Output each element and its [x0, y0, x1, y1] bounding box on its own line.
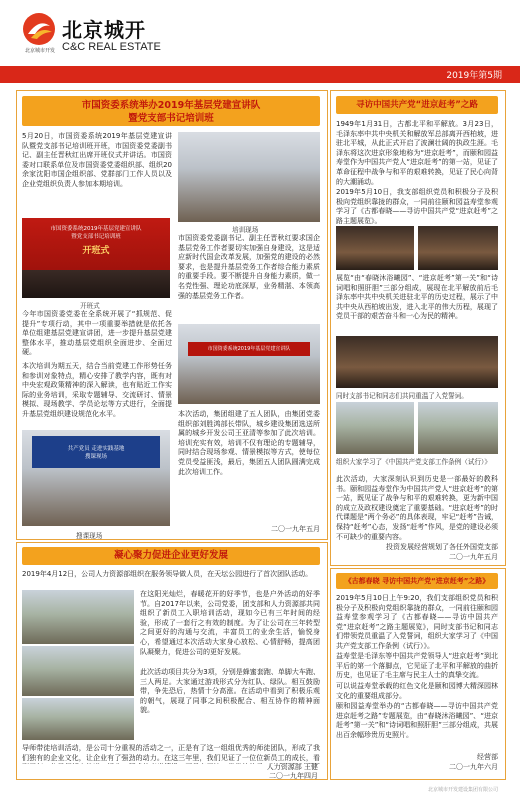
article-teambuilding-title: 凝心聚力促进企业更好发展 — [22, 547, 320, 565]
teambuilding-para-4: 导师带徒培训活动，是公司十分重视的活动之一，正是有了这一组组优秀的师徒团队，形成了我们独有的企业文化，让企业有了强劲的动力。在这三年里，我们见证了一位位新员工的成长，看 — [22, 744, 320, 762]
masthead — [0, 0, 520, 62]
photo-team-3 — [22, 698, 134, 740]
photo-visit-4 — [418, 402, 498, 454]
training-intro: 5月20日，市国资委系统2019年基层党建宣讲队暨党支部书记培训班开班，市国资委党委副书记、副主任晋秋红出席开班仪式并讲话。市国资委对口联系单位及市国资委党委组织部、组织20余家沈阳市国企组织部、党群部门工作人员以及企业党组织负责人参加本期培训。 — [22, 132, 172, 188]
exhibition-date: 二〇一九年六月 — [449, 763, 498, 771]
exhibition-para-4: 颐和园益寿堂举办的“古都春晓——寻访中国共产党进京赶考之路”专题展览，由“春晓沐浴曦园”、“进京赶考”第一关”和“诗词唱和照肝胆”三部分组成，共展出百余幅珍贵历史照片。 — [336, 702, 498, 739]
teambuilding-signature: 人力资源部 王健 — [266, 763, 318, 771]
training-date: 二〇一九年五月 — [271, 525, 320, 533]
exhibition-para-2: 益寿堂是毛泽东等中国共产党领导人“进京赶考”到北平后的第一个落脚点，它见证了北平和平解放的曲折历史，也见证了毛主席与民主人士的真挚交流。 — [336, 652, 498, 680]
photo-oath — [336, 336, 498, 388]
brand-name-cn: 北京城开 — [62, 18, 146, 42]
teambuilding-intro: 2019年4月12日，公司人力资源部组织在服务领导做人员，在天坛公园进行了首次团队活动。 — [22, 570, 313, 578]
visit-para-4: 此次活动，大家深刻认识到历史是一部最好的教科书。颐和园益寿堂作为中国共产党人“进京赶考”的第一站，既见证了战争与和平的艰难转换，更为新中国的成立及政权建设奠定了重要基础。“进京赶考”的时代课题是“两个务必”的具体表现，牢记“赶考”告诫，保持“赶考”心态，发扬“赶考”作风，是党的建设必须不可缺少的重要内容。 — [336, 475, 498, 541]
article-exhibition-title: 《古都春晓 寻访中国共产党“进京赶考”之路》 — [336, 573, 498, 589]
training-para-3: 本次培训为期五天，结合当前党建工作形势任务和参训对象特点，精心安排了教学内容，既有对中央宏观政策精神的深入解读，也有贴近工作实际的业务培训，采取专题辅导、交流研讨、情景模拟、现场教学、学员论坛等方式进行，全面提升基层党组织建设规范化水平。 — [22, 362, 172, 418]
visit-para-1: 1949年1月31日，古都北平和平解放。3月23日，毛泽东率中共中央机关和解放军总部离开西柏坡，进驻北平城，从此正式开启了波澜壮阔的执政生涯。毛泽东将这次进京形象地称为“进京赶考”，而颐和园益寿堂作为中国共产党人“进京赶考”的第一站，见证了革命征程中战争与和平的艰难转换，见证了民心向背的大潮涌动。 — [336, 120, 498, 186]
photo-opening-ceremony: 市国资委系统2019年基层党建宣讲队 暨党支部书记培训班 开班式 — [22, 218, 170, 298]
company-logo-icon — [22, 12, 56, 46]
caption-training: 培训现场 — [232, 226, 259, 234]
brand-name-en: C&C REAL ESTATE — [62, 41, 161, 53]
training-para-5: 本次活动，集团组建了五人团队，由集团党委组织部刘胜鸿部长带队，城乡建设集团选送所属的城乡开发公司王亚清等参加了此次培训。培训充实有效，培训不仅有理论的专题辅导，同时结合现场参观、情景模拟等方式，使每位党员受益匪浅，最后，集团五人团队圆满完成此次培训工作。 — [178, 410, 320, 476]
visit-date: 二〇一九年五月 — [449, 553, 498, 561]
caption-study: 组织大家学习了《中国共产党支部工作条例（试行）》 — [336, 458, 491, 466]
visit-signature: 投资发展经营规划了各任外国党支部 — [386, 543, 498, 551]
article-visit-title: 寻访中国共产党“进京赶考”之路 — [336, 96, 498, 114]
article-training-title: 市国资委系统举办2019年基层党建宣讲队 暨党支部书记培训班 — [22, 96, 320, 126]
teambuilding-date: 二〇一九年四月 — [269, 772, 318, 780]
teambuilding-para-3: 此次活动项目共分为3项，分别是蜂蜜套跑、单脚大车跑、三人两足。大家通过游戏形式分为红队、绿队。相互鼓励带，争先恐后，热情十分高涨。在活动中看到了积极乐观的朝气，展现了同事之间积极配合、相互协作的精神面貌。 — [140, 668, 320, 715]
photo-site-visit: 共产党员 走进实践基地 搜课现场 — [22, 430, 170, 526]
training-para-4: 市国资委党委副书记、副主任晋秋红要求国企基层党务工作者要切实加强自身建设，这是适应新时代国企改革发展，加强党的建设的必然要求，也是提升基层党务工作者综合能力素质的重要手段。要不断提升自身能力素质，做一名党性强、理论功底深厚，业务精湛、本领高强的基层党务工作者。 — [178, 234, 320, 300]
visit-para-3: 展览“由“春晓沐浴曦园”、“进京赶考”第一关”和“诗词唱和照肝胆”三部分组成，展现在北平解放前后毛泽东率中共中央机关进驻北平的历史过程，展示了中共中央从西柏坡出发，进入北平的伟大历程，展现了党员干部的艰苦奋斗和一心为民的精神。 — [336, 274, 498, 321]
visit-para-2: 2019年5月10日，我支部组织党员和积极分子及积极向党组织靠拢的群众，一同前往颐和园益寿堂参观学习了《古都春晓——寻访中国共产党“进京赶考”之路主题展览》。 — [336, 188, 498, 225]
photo-visit-3 — [336, 402, 414, 454]
photo-exhibition-1 — [336, 226, 414, 270]
exhibition-para-1: 2019年5月10日上午9:20，我们支部组织党员和积极分子及积极向党组织靠拢的群众，一同前往颐和园益寿堂参观学习了《古都春晓——寻访中国共产党“进京赶考”之路主题展览》，同时支部书记和同志们带领党员重温了入党誓词，组织大家学习了《中国共产党支部工作条例（试行）》。 — [336, 594, 498, 650]
caption-oath: 同时支部书记和同志们共同重温了入党誓词。 — [336, 392, 468, 400]
teambuilding-para-2: 在这阳光灿烂，春暖花开的好季节，也是户外活动的好季节。自2017年以来，公司党委，团支部和人力资源部共同组织了新员工入职培训活动，现如今已有三年时间的经验，形成了一套行之有效的制度。为了让公司在三年转型之间更好的沟通与交流，丰富员工的业余生活，愉悦身心，希望通过本次活动大家身心放松、心情舒畅，提高团队凝聚力，促进公司的更好发展。 — [140, 590, 320, 656]
photo-team-2 — [22, 646, 134, 696]
photo-exhibition-2 — [418, 226, 498, 270]
caption-site-visit: 搜课现场 — [76, 532, 103, 540]
exhibition-signature: 经营部 — [477, 753, 498, 761]
photo-training-session — [178, 132, 320, 222]
photo-group: 市国资委系统2019年基层党建宣讲队 — [178, 324, 320, 404]
footer-publisher: 北京城市开发建设集团有限公司 — [427, 787, 498, 793]
caption-opening: 开班式 — [80, 302, 100, 310]
photo-team-1 — [22, 590, 134, 644]
logo-caption: 北京城市开发 — [24, 48, 55, 54]
issue-bar — [0, 66, 520, 83]
exhibition-para-3: 可以说益寿堂承载的红色文化是颐和园博大精深园林文化的重要组成部分。 — [336, 682, 498, 700]
training-para-2: 今年市国资委党委在全系统开展了“抓规范、促提升”专项行动，其中一项重要举措就是依托各单位组建基层党建宣讲团，进一步提升基层党建整体水平，推动基层党组织全面进步、全面过硬。 — [22, 310, 172, 357]
issue-number: 2019年第5期 — [446, 71, 502, 81]
